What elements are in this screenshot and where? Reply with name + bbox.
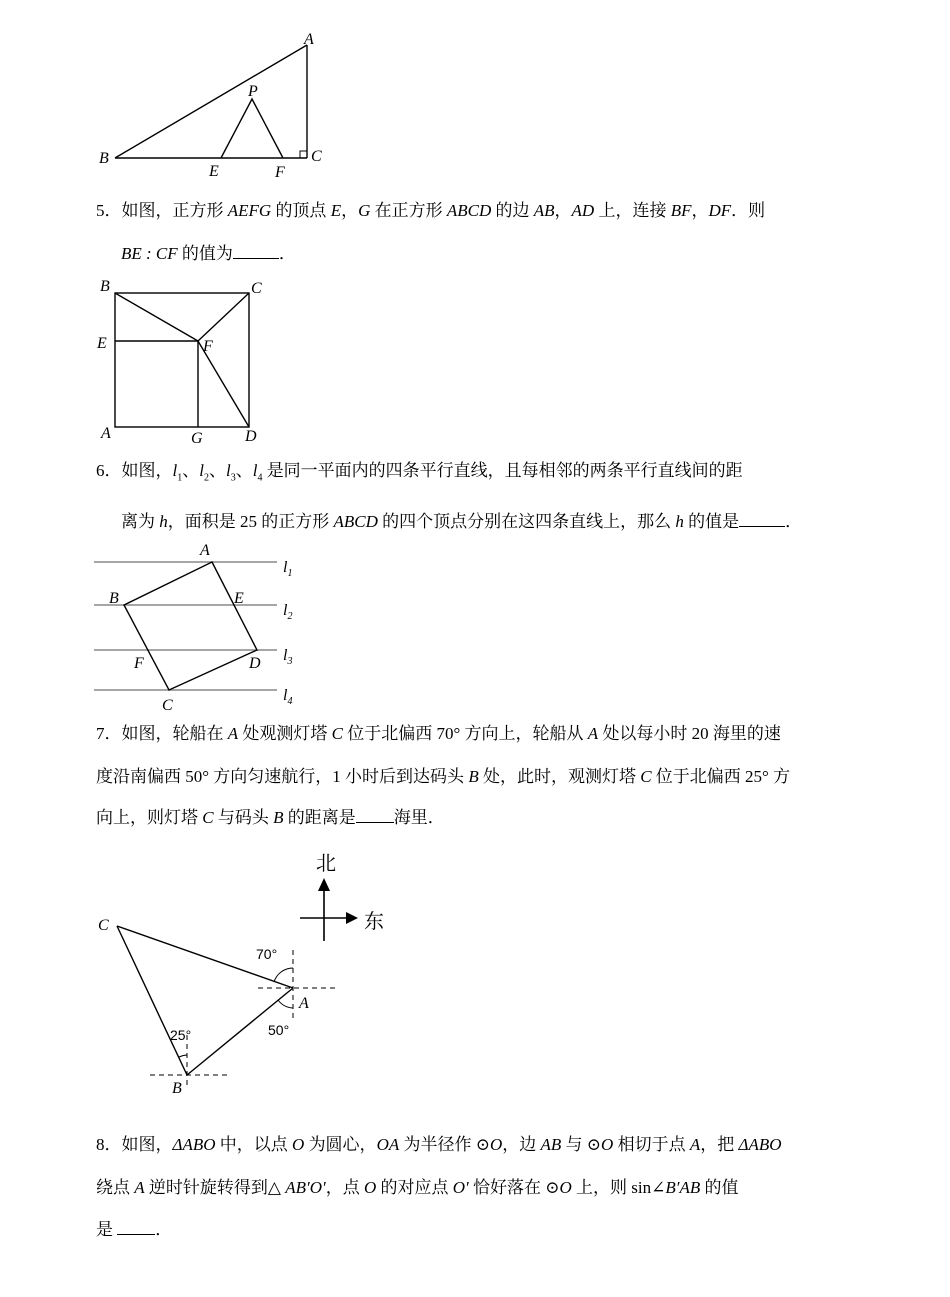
label-angle-50: 50° bbox=[268, 1022, 290, 1038]
label-B: B bbox=[99, 150, 109, 167]
label-l1: $l_1$ bbox=[283, 559, 293, 579]
label-G: G bbox=[191, 430, 203, 447]
label-D: D bbox=[249, 655, 261, 672]
label-l2: $l_2$ bbox=[283, 602, 293, 622]
question-8-line1: 8．如图，ΔABO 中，以点 O 为圆心，OA 为半径作 ⊙O，边 AB 与 ⊙O 相切于点 A，把 ΔABO bbox=[96, 1135, 782, 1154]
figure-q6 bbox=[92, 540, 312, 715]
question-7-line1: 7．如图，轮船在 A 处观测灯塔 C 位于北偏西 70° 方向上，轮船从 A 处以每小时 20 海里的速 bbox=[96, 724, 781, 743]
label-A: A bbox=[200, 542, 210, 559]
label-B: B bbox=[172, 1080, 182, 1097]
label-F: F bbox=[203, 338, 213, 355]
question-7-line2: 度沿南偏西 50° 方向匀速航行，1 小时后到达码头 B 处，此时，观测灯塔 C 位于北偏西 25° 方 bbox=[96, 767, 791, 786]
arc-25 bbox=[179, 1055, 187, 1057]
label-C: C bbox=[162, 697, 173, 714]
question-6-line2: 离为 h，面积是 25 的正方形 ABCD 的四个顶点分别在这四条直线上，那么 h 的值是 ． bbox=[121, 512, 803, 531]
square-AEFG bbox=[115, 341, 198, 427]
square-ABCD bbox=[124, 562, 257, 690]
question-8-line2: 绕点 A 逆时针旋转得到△ AB′O′，点 O 的对应点 O′ 恰好落在 ⊙O 上，则 sin∠B′AB 的值 bbox=[96, 1178, 739, 1197]
label-A: A bbox=[299, 995, 309, 1012]
q5-number: 5． bbox=[96, 201, 122, 220]
label-E: E bbox=[209, 163, 219, 180]
answer-blank[interactable] bbox=[117, 1220, 155, 1235]
label-C: C bbox=[98, 917, 109, 934]
label-P: P bbox=[248, 83, 258, 100]
arc-50 bbox=[278, 1000, 293, 1008]
q8-number: 8． bbox=[96, 1135, 122, 1154]
label-F: F bbox=[134, 655, 144, 672]
label-A: A bbox=[304, 31, 314, 48]
segment-CB bbox=[117, 926, 187, 1075]
square-ABCD bbox=[115, 293, 249, 427]
answer-blank[interactable] bbox=[356, 808, 394, 823]
figure-q5 bbox=[95, 275, 275, 447]
label-B: B bbox=[109, 590, 119, 607]
segment-BA bbox=[115, 45, 307, 158]
figure-q7 bbox=[92, 848, 392, 1098]
q7-number: 7． bbox=[96, 724, 122, 743]
question-5-line2: BE : CF 的值为 ． bbox=[121, 244, 296, 263]
label-D: D bbox=[245, 428, 257, 445]
arc-70 bbox=[274, 968, 293, 982]
answer-blank[interactable] bbox=[233, 244, 279, 259]
label-l3: $l_3$ bbox=[283, 647, 293, 667]
q6-number: 6． bbox=[96, 461, 122, 480]
label-angle-70: 70° bbox=[256, 946, 278, 962]
label-E: E bbox=[234, 590, 244, 607]
label-l4: $l_4$ bbox=[283, 687, 293, 707]
segment-BF bbox=[115, 293, 198, 341]
answer-blank[interactable] bbox=[739, 512, 785, 527]
right-angle-mark bbox=[300, 151, 307, 158]
triangle-PEF bbox=[221, 99, 283, 158]
label-north: 北 bbox=[316, 851, 336, 875]
label-E: E bbox=[97, 335, 107, 352]
label-C: C bbox=[251, 280, 262, 297]
question-6-line1: 6．如图，$l_1$、$l_2$、$l_3$、$l_4$ 是同一平面内的四条平行直线，且每相邻的两条平行直线间的距 bbox=[96, 461, 743, 484]
segment-CF bbox=[198, 293, 249, 341]
question-8-line3: 是 ． bbox=[96, 1220, 173, 1239]
east-arrow-icon bbox=[346, 912, 358, 924]
label-F: F bbox=[275, 164, 285, 181]
label-angle-25: 25° bbox=[170, 1027, 192, 1043]
label-B: B bbox=[100, 278, 110, 295]
figure-q4 bbox=[95, 30, 345, 185]
label-C: C bbox=[311, 148, 322, 165]
question-7-line3: 向上，则灯塔 C 与码头 B 的距离是 海里． bbox=[96, 808, 445, 827]
label-east: 东 bbox=[364, 909, 384, 933]
north-arrow-icon bbox=[318, 878, 330, 891]
question-5-line1: 5．如图，正方形 AEFG 的顶点 E，G 在正方形 ABCD 的边 AB，AD 上，连接 BF，DF．则 bbox=[96, 201, 766, 220]
label-A: A bbox=[101, 425, 111, 442]
